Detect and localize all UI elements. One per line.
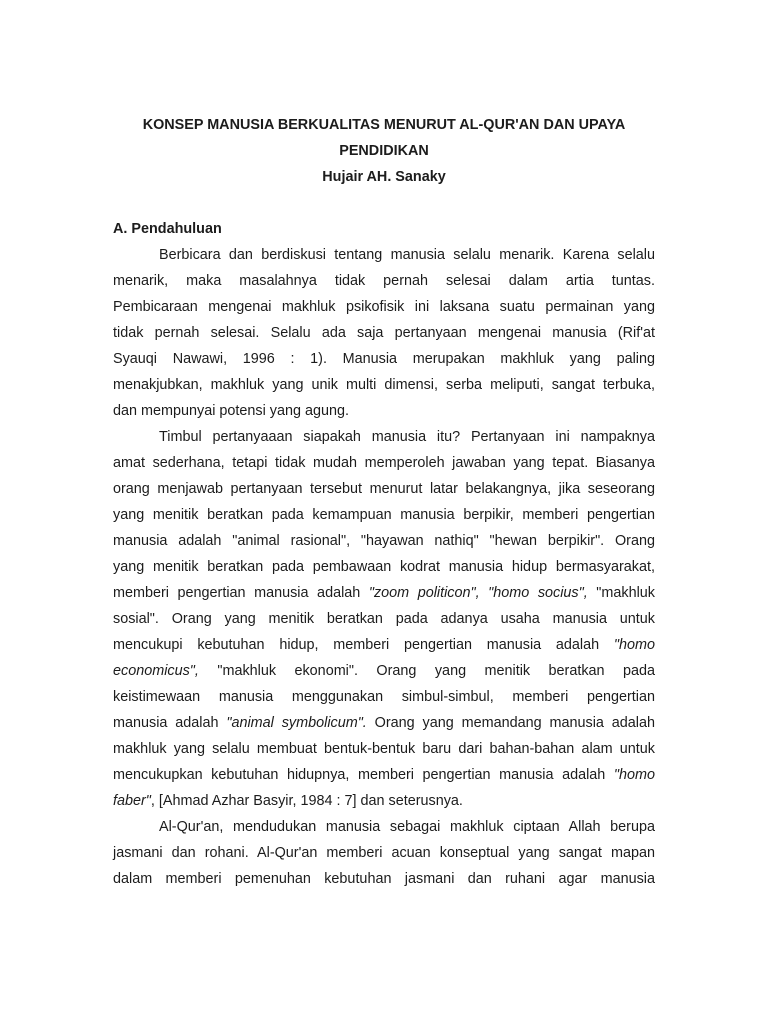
paragraph-line: keistimewaan manusia menggunakan simbul-simbul, memberi pengertian — [113, 689, 655, 705]
section-heading: A. Pendahuluan — [113, 221, 222, 237]
author-name: Hujair AH. Sanaky — [322, 169, 446, 185]
paragraph-line: dan mempunyai potensi yang agung. — [113, 403, 350, 419]
italic-term: "animal symbolicum". — [226, 715, 367, 731]
paragraph-line: Al-Qur'an, mendudukan manusia sebagai makhluk ciptaan Allah berupa — [159, 819, 655, 835]
paragraph-line: orang menjawab pertanyaan tersebut menurut latar belakangnya, jika seseorang — [113, 481, 655, 497]
italic-term: "zoom politicon", "homo socius", — [368, 585, 588, 601]
text-run: "makhluk — [587, 585, 655, 601]
text-run: mencukupi kebutuhan hidup, memberi pengertian manusia adalah — [113, 637, 614, 653]
italic-term: faber" — [113, 793, 151, 809]
paragraph-line — [113, 663, 655, 679]
paragraph-line: Pembicaraan mengenai makhluk psikofisik ini laksana suatu permainan yang — [113, 299, 655, 315]
title-line-1: KONSEP MANUSIA BERKUALITAS MENURUT AL-QUR'AN DAN UPAYA — [142, 117, 626, 133]
italic-term: "homo — [613, 767, 655, 783]
italic-term: "homo — [613, 637, 655, 653]
paragraph-line: menakjubkan, makhluk yang unik multi dimensi, serba meliputi, sangat terbuka, — [113, 377, 655, 393]
paragraph-line: yang menitik beratkan pada pembawaan kodrat manusia hidup bermasyarakat, — [113, 559, 655, 575]
text-run: , [Ahmad Azhar Basyir, 1984 : 7] dan seterusnya. — [150, 793, 463, 809]
paragraph-line: amat sederhana, tetapi tidak mudah memperoleh jawaban yang tepat. Biasanya — [113, 455, 655, 471]
paragraph-line: Timbul pertanyaaan siapakah manusia itu? Pertanyaan ini nampaknya — [159, 429, 655, 445]
paragraph-line — [113, 767, 655, 783]
text-run: memberi pengertian manusia adalah — [113, 585, 369, 601]
paragraph-line — [113, 715, 655, 731]
paragraph-line: dalam memberi pemenuhan kebutuhan jasmani dan ruhani agar manusia — [113, 871, 655, 887]
paragraph-line: menarik, maka masalahnya tidak pernah selesai dalam artia tuntas. — [113, 273, 655, 289]
paragraph-line: jasmani dan rohani. Al-Qur'an memberi acuan konseptual yang sangat mapan — [113, 845, 655, 861]
title-line-2: PENDIDIKAN — [339, 143, 429, 159]
text-run: mencukupkan kebutuhan hidupnya, memberi pengertian manusia adalah — [113, 767, 614, 783]
paragraph-line: tidak pernah selesai. Selalu ada saja pertanyaan mengenai manusia (Rif'at — [113, 325, 655, 341]
paragraph-line: manusia adalah "animal rasional", "hayawan nathiq" "hewan berpikir". Orang — [113, 533, 655, 549]
text-run: Orang yang memandang manusia adalah — [366, 715, 655, 731]
paragraph-line: yang menitik beratkan pada kemampuan manusia berpikir, memberi pengertian — [113, 507, 655, 523]
paragraph-line: Berbicara dan berdiskusi tentang manusia selalu menarik. Karena selalu — [159, 247, 655, 263]
italic-term: economicus", — [113, 663, 199, 679]
text-run: manusia adalah — [113, 715, 227, 731]
paragraph-line — [113, 637, 655, 653]
text-run: "makhluk ekonomi". Orang yang menitik beratkan pada — [198, 663, 655, 679]
paragraph-line — [113, 585, 655, 601]
paragraph-line: sosial". Orang yang menitik beratkan pada adanya usaha manusia untuk — [113, 611, 655, 627]
paragraph-line: Syauqi Nawawi, 1996 : 1). Manusia merupakan makhluk yang paling — [113, 351, 655, 367]
paragraph-line: makhluk yang selalu membuat bentuk-bentuk baru dari bahan-bahan alam untuk — [113, 741, 655, 757]
paragraph-line — [113, 793, 655, 809]
